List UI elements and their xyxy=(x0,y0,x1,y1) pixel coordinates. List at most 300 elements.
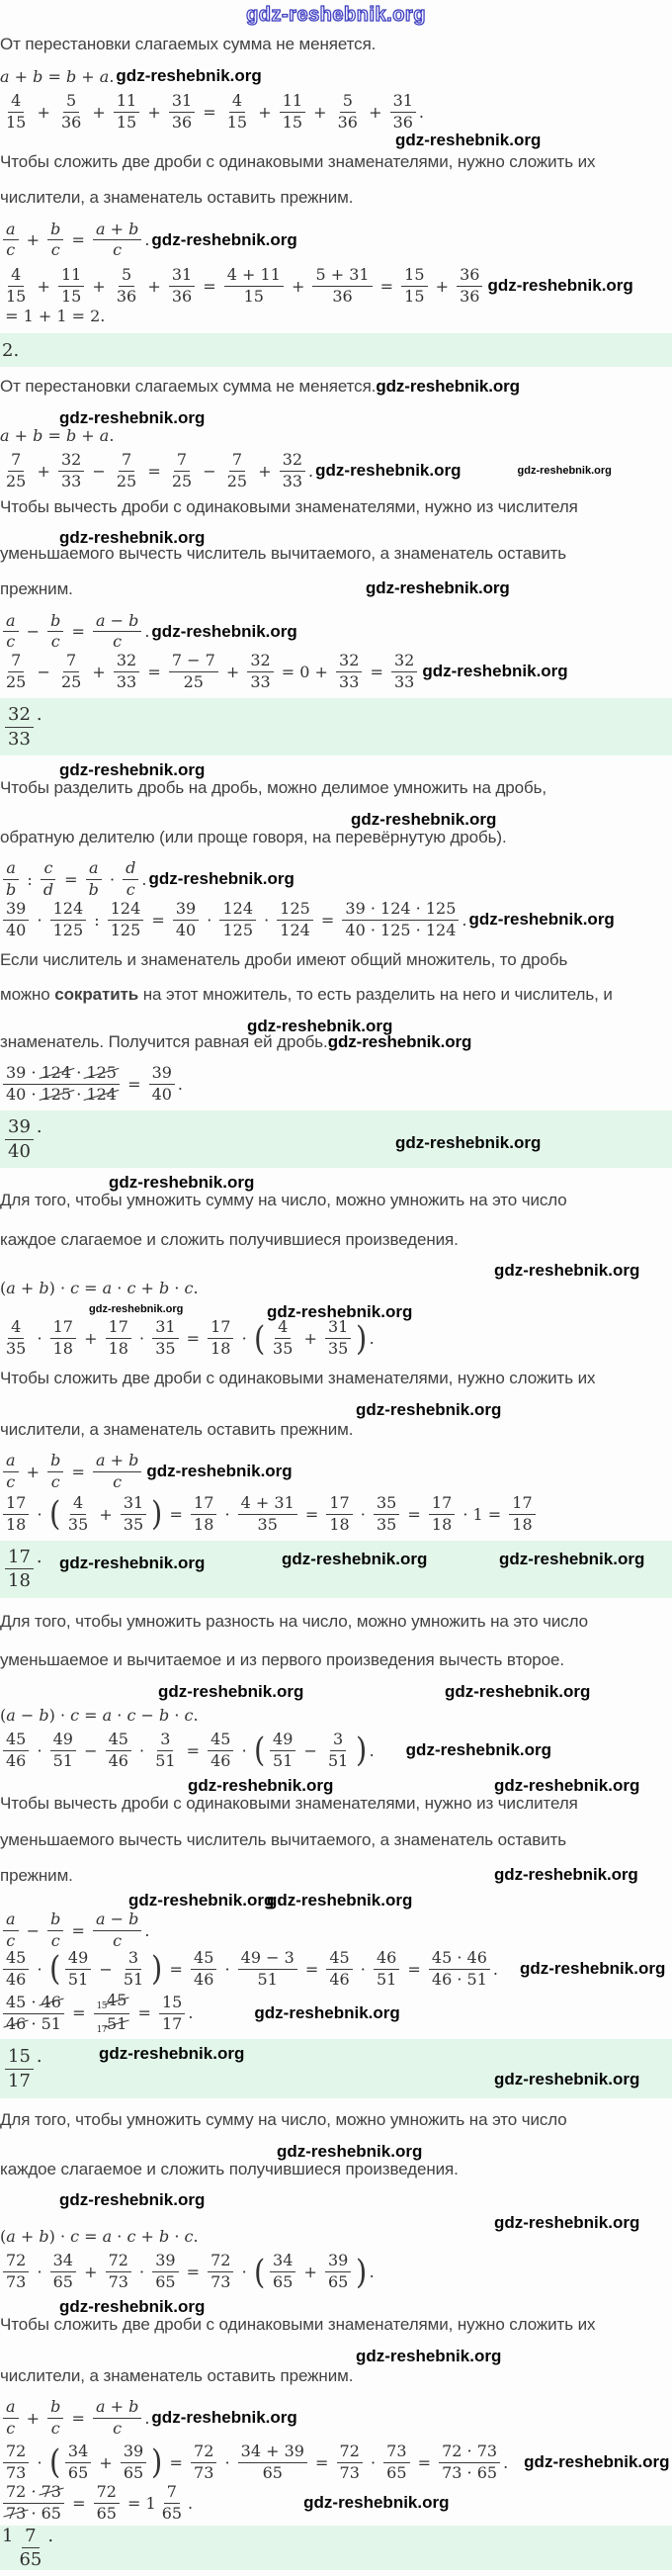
fraction xyxy=(152,2252,178,2292)
fraction xyxy=(326,1494,352,1535)
denominator: 18 xyxy=(431,1514,453,1534)
formula-text: − xyxy=(21,1921,45,1941)
variable: c xyxy=(113,240,123,260)
fraction xyxy=(3,1994,64,2034)
watermark: gdz-reshebnik.org xyxy=(366,577,510,597)
variable: b xyxy=(128,1451,139,1470)
denominator: 33 xyxy=(250,672,271,692)
fraction xyxy=(86,859,102,900)
denominator: 18 xyxy=(108,1339,128,1359)
formula-text: − xyxy=(298,1740,322,1760)
paragraph-text: числители, а знаменатель оставить прежним. xyxy=(0,1419,354,1439)
numerator: 32 xyxy=(280,451,305,472)
numerator: 5 xyxy=(63,92,79,113)
formula xyxy=(0,426,672,445)
denominator: 15 xyxy=(60,287,82,307)
denominator xyxy=(41,880,56,900)
formula-text: = xyxy=(181,1329,206,1349)
formula-text: . xyxy=(308,461,314,481)
watermark-row xyxy=(0,1892,672,1910)
watermark: gdz-reshebnik.org xyxy=(109,1173,255,1193)
fraction xyxy=(3,221,19,261)
formula xyxy=(0,67,672,86)
numerator xyxy=(3,2398,19,2419)
numerator: 72 xyxy=(106,2252,131,2272)
close-paren: ) xyxy=(356,1318,368,1359)
formula-text: (a + b) · c = a · c + b · c. xyxy=(0,2227,199,2247)
watermark: gdz-reshebnik.org xyxy=(59,2297,206,2317)
formula-text: = xyxy=(66,230,90,250)
formula xyxy=(0,221,672,261)
formula-text: . xyxy=(462,910,467,930)
paragraph xyxy=(0,1420,672,1440)
denominator xyxy=(110,240,125,260)
variable: c xyxy=(70,2227,80,2247)
formula-text: − xyxy=(87,461,111,481)
fraction xyxy=(3,2443,29,2483)
variable: b xyxy=(128,1910,139,1929)
formula xyxy=(0,2483,672,2524)
denominator: 73 · 65 xyxy=(442,2462,498,2482)
denominator: 36 xyxy=(171,287,193,307)
formula-text: + xyxy=(21,1463,45,1482)
formula-text: · xyxy=(32,1740,47,1760)
formula xyxy=(0,1318,672,1359)
numerator: 7 xyxy=(22,2526,39,2548)
denominator: 65 xyxy=(273,2272,294,2292)
numerator: 15 xyxy=(5,2046,34,2069)
formula xyxy=(0,92,672,133)
numerator: 39 · 124 · 125 xyxy=(3,1064,120,1085)
fraction xyxy=(280,92,305,133)
variable: b xyxy=(128,610,139,630)
paragraph-text: каждое слагаемое и сложить получившиеся произведения. xyxy=(0,1229,459,1249)
formula-text: = xyxy=(142,461,166,481)
watermark: gdz-reshebnik.org xyxy=(59,1553,206,1572)
formula xyxy=(0,652,672,692)
denominator: 36 xyxy=(332,287,353,307)
numerator: 11 xyxy=(114,92,139,113)
paragraph-text: уменьшаемое и вычитаемое и из первого произведения вычесть второе. xyxy=(0,1650,564,1670)
paragraph-text: Чтобы разделить дробь на дробь, можно делимое умножить на дробь, xyxy=(0,778,546,798)
fraction xyxy=(93,1910,141,1951)
variable: c xyxy=(126,1279,136,1298)
variable: a xyxy=(6,610,16,630)
numerator: 72 xyxy=(191,2443,216,2463)
paragraph xyxy=(0,2110,672,2130)
denominator: 18 xyxy=(194,1514,214,1534)
formula-text: . xyxy=(503,2452,509,2472)
denominator: 35 xyxy=(257,1514,278,1534)
numerator: 49 xyxy=(65,1949,91,1970)
paragraph-text: уменьшаемого вычесть числитель вычитаемого, а знаменатель оставить xyxy=(0,1830,567,1850)
denominator: 33 xyxy=(282,472,303,491)
denominator: 73 xyxy=(210,2272,231,2292)
formula-text: · xyxy=(133,2263,150,2282)
denominator: 35 xyxy=(376,1514,397,1534)
variable: a xyxy=(99,66,110,86)
denominator: 15 xyxy=(404,287,425,307)
fraction xyxy=(50,900,87,940)
formula xyxy=(0,900,672,940)
formula-text: . xyxy=(188,2003,194,2023)
paragraph-text: можно сократить на этот множитель, то есть разделить на него и числитель, и xyxy=(0,985,613,1005)
formula-text: = xyxy=(402,1504,426,1524)
variable: c xyxy=(126,880,135,899)
fraction xyxy=(93,221,141,261)
numerator: 45 xyxy=(3,1731,29,1751)
denominator: 65 xyxy=(123,2462,144,2482)
denominator: 35 xyxy=(327,1339,349,1359)
formula-text: + xyxy=(430,277,455,297)
numerator: 4 xyxy=(8,266,24,287)
numerator: 7 xyxy=(8,652,24,672)
numerator: 3 xyxy=(330,1731,346,1751)
formula-text: = 1 xyxy=(122,2493,156,2513)
paragraph xyxy=(0,778,672,798)
variable: a xyxy=(88,858,99,878)
variable: b xyxy=(39,2227,49,2247)
formula-text: = xyxy=(309,2452,334,2472)
variable: a xyxy=(0,66,10,86)
variable: c xyxy=(184,1279,194,1298)
formula-text: 1 xyxy=(2,2525,14,2546)
answer-value xyxy=(2,1547,42,1591)
denominator: 36 xyxy=(337,112,358,132)
paragraph-text: Чтобы вычесть дроби с одинаковыми знаменателями, нужно из числителя xyxy=(0,1793,578,1813)
numerator xyxy=(47,1452,63,1472)
formula-text: · xyxy=(32,910,47,930)
denominator: 46 xyxy=(210,1750,231,1770)
denominator: 125 xyxy=(110,920,141,939)
numerator: 4 + 11 xyxy=(224,266,284,287)
denominator: 25 xyxy=(6,672,27,692)
spacer xyxy=(508,2462,522,2463)
spacer xyxy=(193,2503,301,2504)
formula-text: · xyxy=(236,1329,252,1349)
variable: a xyxy=(6,1451,16,1470)
numerator: 32 xyxy=(391,652,417,672)
fraction xyxy=(325,2252,351,2292)
fraction xyxy=(509,1494,535,1535)
numerator xyxy=(41,859,55,880)
watermark: gdz-reshebnik.org xyxy=(487,276,633,296)
watermark: gdz-reshebnik.org xyxy=(494,1775,640,1795)
watermark: gdz-reshebnik.org xyxy=(247,1016,393,1035)
numerator: 39 xyxy=(149,1064,175,1085)
denominator: 15 xyxy=(226,112,248,132)
formula-text: = xyxy=(164,2452,189,2472)
numerator: 124 xyxy=(50,900,87,921)
numerator: 7 xyxy=(119,451,134,472)
denominator xyxy=(48,1931,63,1951)
fraction xyxy=(270,2252,295,2292)
denominator: 25 xyxy=(116,472,137,491)
formula-text: − xyxy=(32,663,55,682)
denominator: 25 xyxy=(60,672,82,692)
answer-band xyxy=(0,698,672,755)
denominator: 25 xyxy=(183,672,204,692)
formula xyxy=(0,1494,672,1535)
fraction xyxy=(123,859,138,900)
variable: b xyxy=(128,2397,139,2417)
formula-text: · xyxy=(219,1504,235,1524)
paragraph-text: числители, а знаменатель оставить прежним. xyxy=(0,2365,354,2385)
variable: c xyxy=(50,1472,60,1492)
denominator xyxy=(110,1472,125,1492)
watermark: gdz-reshebnik.org xyxy=(59,407,206,427)
numerator: 7 xyxy=(174,451,190,472)
watermark: gdz-reshebnik.org xyxy=(59,760,206,780)
denominator xyxy=(48,2419,63,2439)
fraction xyxy=(41,859,56,900)
numerator xyxy=(47,221,63,241)
variable: b xyxy=(88,880,99,899)
formula-text: · xyxy=(365,2452,381,2472)
formula-text: + xyxy=(32,277,55,297)
denominator: 65 xyxy=(52,2272,73,2292)
denominator: 124 xyxy=(280,920,310,939)
formula-text: − xyxy=(198,461,221,481)
numerator: 31 xyxy=(325,1318,351,1339)
formula-text: · xyxy=(355,1504,371,1524)
watermark: gdz-reshebnik.org xyxy=(468,909,615,929)
fraction xyxy=(58,652,84,692)
numerator: 45 xyxy=(191,1949,216,1970)
watermark-row xyxy=(0,1303,672,1322)
fraction xyxy=(114,92,139,133)
fraction xyxy=(47,2398,63,2439)
answer-band xyxy=(0,333,672,367)
fraction xyxy=(391,652,417,692)
denominator xyxy=(86,880,102,900)
paragraph xyxy=(0,2160,672,2179)
denominator xyxy=(3,880,19,900)
denominator: 51 xyxy=(155,1750,176,1770)
formula-text: . xyxy=(188,2493,194,2513)
denominator: 35 xyxy=(67,1514,89,1534)
denominator: 51 xyxy=(67,1970,89,1990)
variable: a xyxy=(6,2397,16,2417)
watermark: gdz-reshebnik.org xyxy=(499,1549,645,1568)
numerator: 39 xyxy=(3,900,29,921)
fraction xyxy=(270,1731,295,1771)
numerator: 125 xyxy=(277,900,313,921)
numerator xyxy=(3,612,19,633)
paragraph-text: Чтобы вычесть дроби с одинаковыми знаменателями, нужно из числителя xyxy=(0,496,578,516)
denominator: 36 xyxy=(460,287,480,307)
denominator: 36 xyxy=(171,112,193,132)
fraction xyxy=(114,266,139,307)
formula xyxy=(0,2252,672,2292)
paragraph-text: Если числитель и знаменатель дроби имеют общий множитель, то дробь xyxy=(0,949,568,969)
denominator: 40 · 125 · 124 xyxy=(6,1085,117,1105)
denominator xyxy=(48,632,63,652)
denominator: 51 xyxy=(327,1750,349,1770)
formula xyxy=(0,1452,672,1492)
variable: c xyxy=(6,240,16,260)
paragraph-text: Для того, чтобы умножить сумму на число, можно умножить на это число xyxy=(0,1191,567,1210)
numerator: 17 xyxy=(50,1318,76,1339)
denominator: 51 xyxy=(376,1970,397,1990)
denominator: 46 xyxy=(6,1970,27,1990)
paragraph-text: От перестановки слагаемых сумма не меняется. xyxy=(0,377,377,397)
formula-text: = xyxy=(299,1959,324,1979)
numerator: 3 xyxy=(157,1731,173,1751)
answer-value xyxy=(2,704,42,749)
numerator: 32 xyxy=(5,704,34,727)
numerator: 39 · 124 · 125 xyxy=(342,900,459,921)
fraction xyxy=(5,1116,34,1161)
variable: c xyxy=(113,1931,123,1951)
formula-text: − xyxy=(21,622,45,642)
watermark: gdz-reshebnik.org xyxy=(303,2492,450,2512)
formula-text: − xyxy=(94,1959,118,1979)
numerator: 7 − 7 xyxy=(169,652,218,672)
denominator xyxy=(3,2419,18,2439)
numerator xyxy=(94,1992,130,2014)
answer-band xyxy=(0,2039,672,2098)
formula-text: = xyxy=(132,2003,156,2023)
numerator: 15 xyxy=(159,1994,185,2014)
formula-text: = xyxy=(146,910,170,930)
paragraph-text: прежним. xyxy=(0,1865,73,1885)
numerator: 4 xyxy=(8,1318,24,1339)
formula-text: + xyxy=(78,2263,103,2282)
variable: c xyxy=(6,1472,16,1492)
fraction xyxy=(336,652,362,692)
numerator: 5 xyxy=(119,266,134,287)
fraction xyxy=(238,2443,307,2483)
fraction xyxy=(277,900,313,940)
variable: c xyxy=(184,1705,194,1725)
fraction xyxy=(65,1494,91,1535)
numerator: 17 xyxy=(3,1494,29,1515)
denominator xyxy=(3,240,18,260)
numerator: a − b xyxy=(93,1910,141,1931)
fraction xyxy=(5,704,34,749)
numerator: 17 xyxy=(5,1547,34,1569)
paragraph-text: Для того, чтобы умножить разность на число, можно умножить на это число xyxy=(0,1611,588,1631)
variable: a xyxy=(6,219,16,238)
formula-text: = xyxy=(198,277,221,297)
solution-document xyxy=(0,35,672,2570)
denominator: 46 · 51 xyxy=(6,2013,61,2033)
reduction-subscript: 15 xyxy=(96,2000,108,2011)
watermark-row xyxy=(0,2348,672,2366)
formula-text: . xyxy=(369,1329,375,1349)
watermark-row xyxy=(0,409,672,428)
formula-text: . xyxy=(418,102,425,122)
formula-text: (a + b) · c = a · c + b · c. xyxy=(0,1279,199,1298)
numerator: 17 xyxy=(429,1494,455,1515)
formula-text: = xyxy=(142,663,166,682)
watermark: gdz-reshebnik.org xyxy=(494,2070,640,2089)
formula-text: = xyxy=(181,2263,206,2282)
paragraph-text: прежним. xyxy=(0,578,73,598)
denominator xyxy=(48,240,63,260)
numerator: 34 xyxy=(65,2443,91,2463)
denominator: 65 xyxy=(386,2462,407,2482)
formula-text: . xyxy=(141,869,147,889)
reduction-subscript: 17 xyxy=(96,2024,108,2035)
fraction xyxy=(106,1731,131,1771)
numerator: 73 xyxy=(383,2443,409,2463)
numerator: 72 xyxy=(337,2443,363,2463)
denominator: 18 xyxy=(6,1514,27,1534)
formula-text: = xyxy=(164,1959,189,1979)
variable: a xyxy=(95,219,106,238)
formula-text: 2. xyxy=(2,339,20,361)
denominator: 65 xyxy=(19,2548,42,2570)
denominator: 36 xyxy=(116,287,137,307)
numerator: 32 xyxy=(336,652,362,672)
formula xyxy=(0,612,672,653)
watermark: gdz-reshebnik.org xyxy=(254,2002,400,2022)
variable: c xyxy=(70,1279,80,1298)
denominator: 15 xyxy=(6,287,27,307)
formula-text: + xyxy=(220,663,245,682)
formula-text: . xyxy=(144,622,150,642)
fraction xyxy=(106,2252,131,2292)
numerator: 46 xyxy=(374,1949,399,1970)
formula-text: = xyxy=(66,622,90,642)
open-paren: ( xyxy=(253,1318,266,1359)
formula xyxy=(0,1992,672,2035)
formula-text: . xyxy=(144,1921,150,1941)
denominator: 33 xyxy=(393,672,415,692)
formula-text: + xyxy=(308,102,332,122)
formula-text: = xyxy=(181,1740,206,1760)
watermark-row xyxy=(0,2191,672,2210)
variable: a xyxy=(6,1705,16,1725)
numerator: 31 xyxy=(390,92,416,113)
numerator: 72 xyxy=(94,2483,120,2504)
numerator: 5 + 31 xyxy=(312,266,372,287)
numerator: 39 xyxy=(5,1116,34,1139)
numerator xyxy=(3,1452,19,1472)
variable: d xyxy=(42,880,54,899)
paragraph-text: числители, а знаменатель оставить прежним. xyxy=(0,188,354,208)
numerator: 49 xyxy=(270,1731,295,1751)
variable: c xyxy=(6,1931,16,1951)
formula-text: + xyxy=(363,102,387,122)
formula-text: + xyxy=(32,461,55,481)
formula-text: a + b = b + a. xyxy=(0,66,115,86)
formula-text: = xyxy=(59,869,83,889)
close-paren: ) xyxy=(151,1494,163,1535)
fraction xyxy=(439,2443,500,2483)
denominator: 15 xyxy=(6,112,27,132)
paragraph xyxy=(0,35,672,54)
variable: c xyxy=(126,2227,136,2247)
variable: a xyxy=(95,2397,106,2417)
variable: c xyxy=(113,632,123,652)
fraction xyxy=(191,1949,216,1990)
denominator: 35 xyxy=(6,1339,27,1359)
fraction xyxy=(3,2252,29,2292)
fraction xyxy=(47,1910,63,1951)
denominator: 46 xyxy=(194,1970,214,1990)
formula-text: + xyxy=(94,2452,118,2472)
denominator: 25 xyxy=(171,472,193,491)
fraction xyxy=(312,266,372,307)
denominator: 73 xyxy=(6,2462,27,2482)
fraction xyxy=(219,900,256,940)
numerator: 31 xyxy=(169,92,195,113)
fraction xyxy=(121,1494,146,1535)
numerator: 45 xyxy=(208,1731,233,1751)
